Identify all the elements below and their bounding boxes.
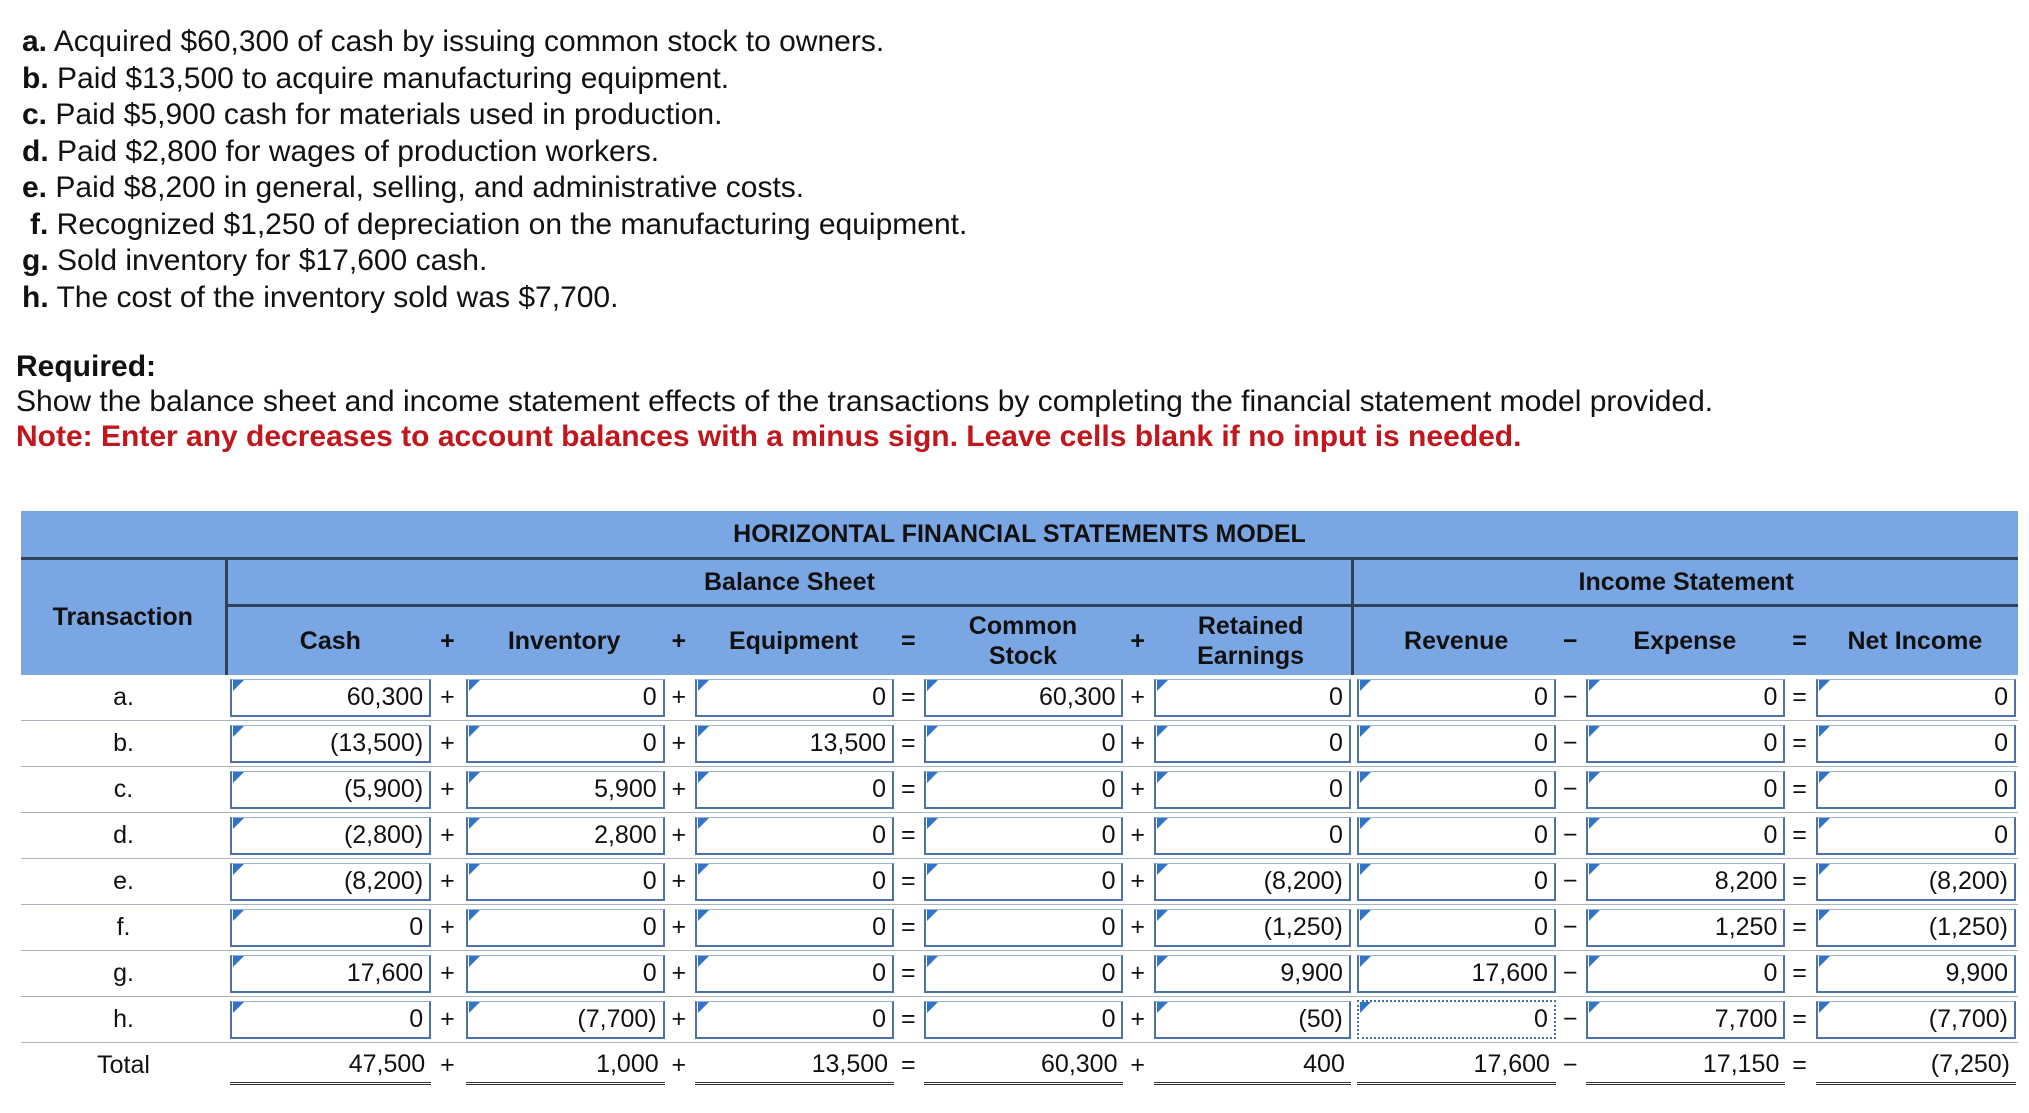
cell-retained <box>1150 767 1353 813</box>
input-cash[interactable]: 17,600 <box>230 955 431 993</box>
cell-equipment <box>691 1043 896 1089</box>
cell-net-income <box>1812 905 2018 951</box>
input-common-stock[interactable]: 0 <box>924 771 1123 809</box>
input-expense[interactable]: 0 <box>1586 725 1785 763</box>
input-retained[interactable]: 9,900 <box>1154 955 1351 993</box>
cell-expense <box>1582 675 1787 721</box>
col-revenue: Revenue <box>1353 606 1558 676</box>
col-equipment: Equipment <box>691 606 896 676</box>
cell-expense <box>1582 905 1787 951</box>
input-common-stock[interactable]: 0 <box>924 909 1123 947</box>
input-retained[interactable]: (1,250) <box>1154 909 1351 947</box>
input-net-income[interactable]: 0 <box>1816 679 2016 717</box>
input-equipment[interactable]: 0 <box>695 679 894 717</box>
required-section <box>16 349 1713 454</box>
input-equipment[interactable]: 0 <box>695 863 894 901</box>
cell-inventory <box>462 951 667 997</box>
required-note: Note: Enter any decreases to account balances with a minus sign. Leave cells blank if no input is needed. <box>16 420 1522 453</box>
cell-net-income <box>1812 859 2018 905</box>
cell-expense <box>1582 721 1787 767</box>
transaction-line-c: c. Paid $5,900 cash for materials used in production. <box>22 98 723 131</box>
cell-net-income <box>1812 997 2018 1043</box>
input-net-income[interactable]: 0 <box>1816 771 2016 809</box>
op-plus: + <box>667 951 691 997</box>
cell-revenue <box>1353 997 1558 1043</box>
op-equals: = <box>896 721 920 767</box>
cell-net-income <box>1812 767 2018 813</box>
cell-cash <box>226 859 433 905</box>
op-equals: = <box>896 813 920 859</box>
input-net-income: (7,250) <box>1816 1047 2016 1085</box>
input-retained[interactable]: 0 <box>1154 817 1351 855</box>
input-cash[interactable]: 0 <box>230 909 431 947</box>
cell-expense <box>1582 997 1787 1043</box>
cell-expense <box>1582 1043 1787 1089</box>
cell-retained <box>1150 813 1353 859</box>
input-equipment[interactable]: 0 <box>695 1001 894 1039</box>
input-revenue[interactable]: 0 <box>1357 725 1556 763</box>
cell-retained <box>1150 859 1353 905</box>
row-label: g. <box>21 951 226 997</box>
op-equals: = <box>1787 859 1811 905</box>
input-expense[interactable]: 1,250 <box>1586 909 1785 947</box>
input-inventory: 1,000 <box>466 1047 665 1085</box>
op-equals: = <box>1787 721 1811 767</box>
input-expense[interactable]: 0 <box>1586 817 1785 855</box>
cell-expense <box>1582 767 1787 813</box>
op-equals: = <box>1787 606 1811 676</box>
input-revenue[interactable]: 0 <box>1357 679 1556 717</box>
input-equipment[interactable]: 0 <box>695 955 894 993</box>
input-common-stock[interactable]: 60,300 <box>924 679 1123 717</box>
cell-revenue <box>1353 1043 1558 1089</box>
input-retained[interactable]: 0 <box>1154 679 1351 717</box>
cell-inventory <box>462 767 667 813</box>
transaction-line-f: f. Recognized $1,250 of depreciation on the manufacturing equipment. <box>30 207 968 241</box>
cell-common-stock <box>920 905 1125 951</box>
table-row <box>21 813 2018 859</box>
input-expense[interactable]: 0 <box>1586 771 1785 809</box>
transaction-header: Transaction <box>21 559 226 676</box>
row-label: c. <box>21 767 226 813</box>
cell-common-stock <box>920 1043 1125 1089</box>
input-net-income[interactable]: (7,700) <box>1816 1001 2016 1039</box>
input-net-income[interactable]: (8,200) <box>1816 863 2016 901</box>
cell-retained <box>1150 1043 1353 1089</box>
op-plus: + <box>667 813 691 859</box>
op-equals: = <box>896 606 920 676</box>
transaction-line-d: d. Paid $2,800 for wages of production workers. <box>22 134 660 168</box>
op-equals: = <box>900 1051 916 1079</box>
op-plus: + <box>440 1051 455 1079</box>
row-label: e. <box>21 859 226 905</box>
op-minus: − <box>1558 675 1582 721</box>
input-cash[interactable]: (8,200) <box>230 863 431 901</box>
op-plus: + <box>1125 905 1149 951</box>
op-equals: = <box>1787 813 1811 859</box>
op-plus: + <box>667 721 691 767</box>
input-common-stock[interactable]: 0 <box>924 725 1123 763</box>
op-plus: + <box>433 905 461 951</box>
row-label: f. <box>21 905 226 951</box>
cell-equipment <box>691 767 896 813</box>
cell-common-stock <box>920 767 1125 813</box>
input-inventory[interactable]: 0 <box>466 863 665 901</box>
input-revenue[interactable]: 0 <box>1357 909 1556 947</box>
op-plus: + <box>1125 606 1149 676</box>
op-minus: − <box>1558 767 1582 813</box>
col-inventory: Inventory <box>462 606 667 676</box>
cell-retained <box>1150 675 1353 721</box>
input-cash[interactable]: 0 <box>230 1001 431 1039</box>
transaction-line-g: g. Sold inventory for $17,600 cash. <box>22 244 488 277</box>
op-minus: − <box>1562 1051 1578 1079</box>
input-inventory[interactable]: 0 <box>466 725 665 763</box>
input-revenue: 17,600 <box>1357 1047 1556 1085</box>
table-row <box>21 675 2018 721</box>
row-label: d. <box>21 813 226 859</box>
cell-inventory <box>462 997 667 1043</box>
cell-cash <box>226 721 433 767</box>
input-expense[interactable]: 7,700 <box>1586 1001 1785 1039</box>
input-equipment: 13,500 <box>695 1047 894 1085</box>
input-revenue[interactable]: 0 <box>1357 863 1556 901</box>
op-plus: + <box>1130 1051 1145 1079</box>
cell-common-stock <box>920 721 1125 767</box>
op-equals: = <box>1787 905 1811 951</box>
op-plus: + <box>1125 767 1149 813</box>
col-cash: Cash <box>226 606 433 676</box>
cell-common-stock <box>920 951 1125 997</box>
row-label: b. <box>21 721 226 767</box>
cell-cash <box>226 951 433 997</box>
cell-equipment <box>691 951 896 997</box>
cell-inventory <box>462 905 667 951</box>
transaction-line-e: e. Paid $8,200 in general, selling, and administrative costs. <box>22 171 805 204</box>
op-equals: = <box>896 767 920 813</box>
cell-cash <box>226 813 433 859</box>
op-equals: = <box>1787 951 1811 997</box>
col-retained-earnings: Retained Earnings <box>1150 606 1353 676</box>
op-minus: − <box>1558 813 1582 859</box>
col-common-stock: Common Stock <box>920 606 1125 676</box>
input-cash: 47,500 <box>230 1047 431 1085</box>
table-row <box>21 905 2018 951</box>
input-cash[interactable]: (5,900) <box>230 771 431 809</box>
cell-revenue <box>1353 767 1558 813</box>
col-expense: Expense <box>1582 606 1787 676</box>
op-minus: − <box>1558 997 1582 1043</box>
op-minus: − <box>1558 951 1582 997</box>
op-equals: = <box>1792 1051 1807 1079</box>
input-revenue[interactable]: 0 <box>1357 1000 1556 1039</box>
op-equals: = <box>896 951 920 997</box>
input-retained: 400 <box>1154 1047 1351 1085</box>
input-retained[interactable]: (50) <box>1154 1001 1351 1039</box>
balance-sheet-header: Balance Sheet <box>226 559 1353 606</box>
cell-cash <box>226 675 433 721</box>
op-plus: + <box>433 606 461 676</box>
model-title: HORIZONTAL FINANCIAL STATEMENTS MODEL <box>21 511 2018 559</box>
op-plus: + <box>1125 813 1149 859</box>
cell-inventory <box>462 813 667 859</box>
cell-net-income <box>1812 813 2018 859</box>
op-plus: + <box>667 606 691 676</box>
op-plus: + <box>1125 997 1149 1043</box>
cell-inventory <box>462 859 667 905</box>
op-plus: + <box>1125 721 1149 767</box>
input-common-stock[interactable]: 0 <box>924 1001 1123 1039</box>
table-row <box>21 721 2018 767</box>
cell-revenue <box>1353 951 1558 997</box>
op-plus: + <box>433 813 461 859</box>
op-plus: + <box>1125 951 1149 997</box>
cell-retained <box>1150 951 1353 997</box>
cell-equipment <box>691 721 896 767</box>
op-equals: = <box>896 905 920 951</box>
op-minus: − <box>1558 721 1582 767</box>
op-equals: = <box>1787 997 1811 1043</box>
op-equals: = <box>896 997 920 1043</box>
input-retained[interactable]: (8,200) <box>1154 863 1351 901</box>
input-net-income[interactable]: 0 <box>1816 817 2016 855</box>
financial-statements-model <box>21 511 2018 1088</box>
transaction-line-a: a. Acquired $60,300 of cash by issuing common stock to owners. <box>22 25 885 58</box>
input-expense[interactable]: 8,200 <box>1586 863 1785 901</box>
input-inventory[interactable]: 0 <box>466 955 665 993</box>
op-plus: + <box>433 767 461 813</box>
input-common-stock[interactable]: 0 <box>924 955 1123 993</box>
op-equals: = <box>1787 675 1811 721</box>
op-plus: + <box>667 997 691 1043</box>
cell-equipment <box>691 813 896 859</box>
op-plus: + <box>433 721 461 767</box>
input-inventory[interactable]: (7,700) <box>466 1001 665 1039</box>
required-title: Required: <box>16 350 157 383</box>
cell-common-stock <box>920 997 1125 1043</box>
input-revenue[interactable]: 0 <box>1357 771 1556 809</box>
cell-expense <box>1582 951 1787 997</box>
cell-net-income <box>1812 1043 2018 1089</box>
input-inventory[interactable]: 0 <box>466 679 665 717</box>
input-inventory[interactable]: 2,800 <box>466 817 665 855</box>
input-retained[interactable]: 0 <box>1154 725 1351 763</box>
cell-expense <box>1582 813 1787 859</box>
op-minus: − <box>1558 859 1582 905</box>
cell-cash <box>226 905 433 951</box>
cell-equipment <box>691 675 896 721</box>
input-net-income[interactable]: 0 <box>1816 725 2016 763</box>
op-plus: + <box>667 905 691 951</box>
input-common-stock[interactable]: 0 <box>924 863 1123 901</box>
cell-cash <box>226 1043 433 1089</box>
op-plus: + <box>1125 675 1149 721</box>
cell-equipment <box>691 859 896 905</box>
row-label: h. <box>21 997 226 1043</box>
cell-expense <box>1582 859 1787 905</box>
cell-net-income <box>1812 721 2018 767</box>
op-plus: + <box>433 951 461 997</box>
input-equipment[interactable]: 0 <box>695 771 894 809</box>
input-common-stock: 60,300 <box>924 1047 1123 1085</box>
input-retained[interactable]: 0 <box>1154 771 1351 809</box>
cell-common-stock <box>920 859 1125 905</box>
input-net-income[interactable]: 9,900 <box>1816 955 2016 993</box>
cell-inventory <box>462 721 667 767</box>
cell-net-income <box>1812 675 2018 721</box>
required-instruction: Show the balance sheet and income statement effects of the transactions by completing the financial statement model provided. <box>16 385 1714 418</box>
input-common-stock[interactable]: 0 <box>924 817 1123 855</box>
problem-list <box>22 24 967 316</box>
input-revenue[interactable]: 17,600 <box>1357 955 1556 993</box>
input-cash[interactable]: (2,800) <box>230 817 431 855</box>
input-expense[interactable]: 0 <box>1586 955 1785 993</box>
op-plus: + <box>667 767 691 813</box>
table-row <box>21 767 2018 813</box>
op-plus: + <box>667 859 691 905</box>
cell-equipment <box>691 997 896 1043</box>
op-equals: = <box>896 859 920 905</box>
row-label: a. <box>21 675 226 721</box>
input-inventory[interactable]: 5,900 <box>466 771 665 809</box>
op-equals: = <box>1787 767 1811 813</box>
op-plus: + <box>433 997 461 1043</box>
transaction-line-h: h. The cost of the inventory sold was $7,700. <box>22 280 619 314</box>
cell-common-stock <box>920 813 1125 859</box>
input-cash[interactable]: (13,500) <box>230 725 431 763</box>
op-minus: − <box>1558 905 1582 951</box>
cell-retained <box>1150 997 1353 1043</box>
op-plus: + <box>433 859 461 905</box>
cell-cash <box>226 767 433 813</box>
cell-revenue <box>1353 675 1558 721</box>
cell-retained <box>1150 721 1353 767</box>
input-expense: 17,150 <box>1586 1047 1785 1085</box>
op-minus: − <box>1558 606 1582 676</box>
cell-common-stock <box>920 675 1125 721</box>
transaction-line-b: b. Paid $13,500 to acquire manufacturing equipment. <box>22 61 730 95</box>
input-equipment[interactable]: 0 <box>695 909 894 947</box>
input-revenue[interactable]: 0 <box>1357 817 1556 855</box>
cell-inventory <box>462 675 667 721</box>
op-plus: + <box>667 675 691 721</box>
cell-revenue <box>1353 721 1558 767</box>
table-row <box>21 997 2018 1043</box>
cell-revenue <box>1353 813 1558 859</box>
cell-net-income <box>1812 951 2018 997</box>
op-plus: + <box>1125 859 1149 905</box>
col-net-income: Net Income <box>1812 606 2018 676</box>
input-net-income[interactable]: (1,250) <box>1816 909 2016 947</box>
cell-inventory <box>462 1043 667 1089</box>
op-equals: = <box>896 675 920 721</box>
cell-equipment <box>691 905 896 951</box>
income-statement-header: Income Statement <box>1353 559 2018 606</box>
row-label: Total <box>97 1051 150 1079</box>
table-row <box>21 951 2018 997</box>
cell-revenue <box>1353 905 1558 951</box>
cell-cash <box>226 997 433 1043</box>
total-row <box>21 1043 2018 1089</box>
table-row <box>21 859 2018 905</box>
input-expense[interactable]: 0 <box>1586 679 1785 717</box>
cell-retained <box>1150 905 1353 951</box>
input-inventory[interactable]: 0 <box>466 909 665 947</box>
input-equipment[interactable]: 13,500 <box>695 725 894 763</box>
cell-revenue <box>1353 859 1558 905</box>
op-plus: + <box>433 675 461 721</box>
input-equipment[interactable]: 0 <box>695 817 894 855</box>
op-plus: + <box>671 1051 687 1079</box>
input-cash[interactable]: 60,300 <box>230 679 431 717</box>
